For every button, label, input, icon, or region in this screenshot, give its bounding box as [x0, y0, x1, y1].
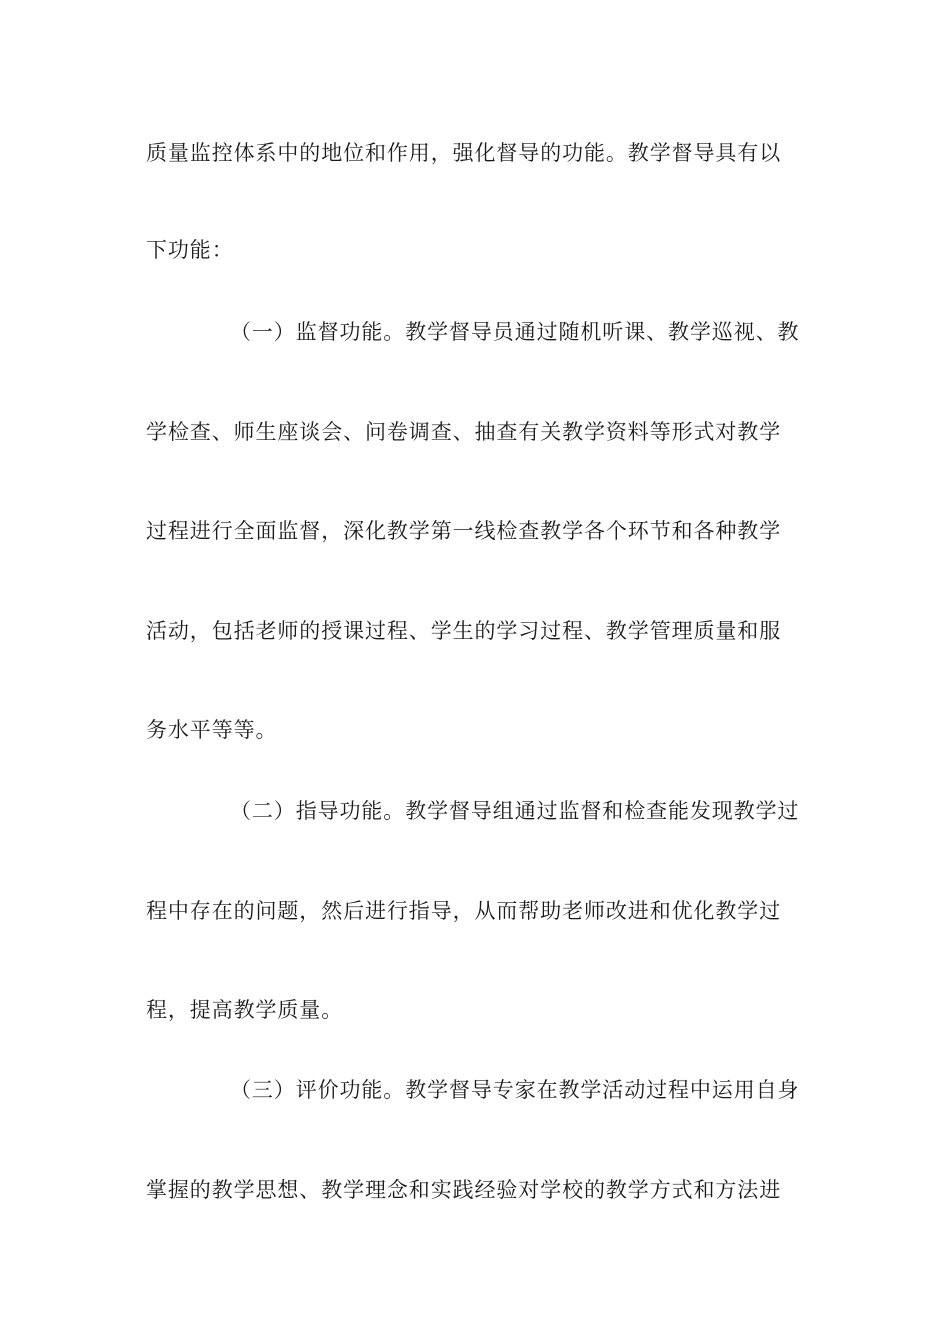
text-line: 务水平等等。: [146, 718, 278, 742]
paragraph-start-line: （二）指导功能。教学督导组通过监督和检查能发现教学过: [230, 799, 800, 823]
paragraph-start-line: （三）评价功能。教学督导专家在教学活动过程中运用自身: [230, 1078, 800, 1102]
text-line: 质量监控体系中的地位和作用，强化督导的功能。教学督导具有以: [146, 141, 782, 165]
text-line: 过程进行全面监督，深化教学第一线检查教学各个环节和各种教学: [146, 519, 782, 543]
text-line: 下功能：: [146, 238, 234, 262]
text-line: 学检查、师生座谈会、问卷调查、抽查有关教学资料等形式对教学: [146, 420, 782, 444]
text-line: 程中存在的问题，然后进行指导，从而帮助老师改进和优化教学过: [146, 899, 782, 923]
text-line: 掌握的教学思想、教学理念和实践经验对学校的教学方式和方法进: [146, 1178, 782, 1202]
text-line: 程，提高教学质量。: [146, 998, 344, 1022]
paragraph-start-line: （一）监督功能。教学督导员通过随机听课、教学巡视、教: [230, 320, 800, 344]
text-line: 活动，包括老师的授课过程、学生的学习过程、教学管理质量和服: [146, 619, 782, 643]
